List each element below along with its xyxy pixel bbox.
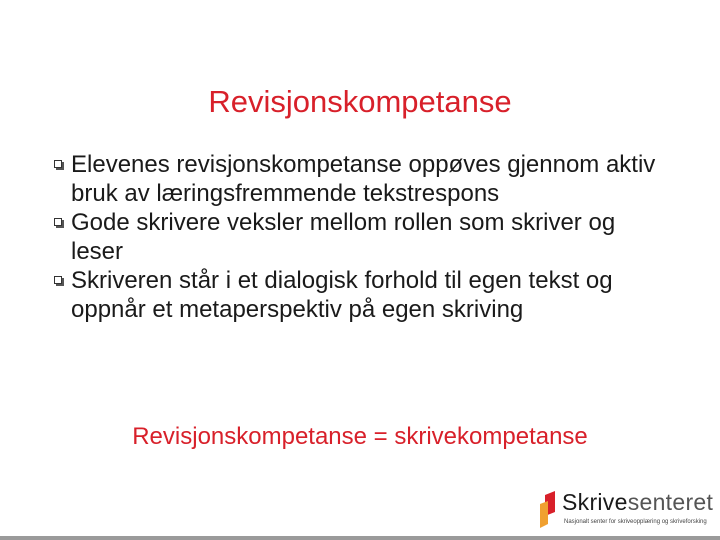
- bullet-item: [52, 208, 672, 266]
- bullet-item: [52, 150, 672, 208]
- logo-name: [562, 488, 713, 516]
- bullet-text: Gode skrivere veksler mellom rollen som skriver og leser: [71, 209, 616, 265]
- skrivesenteret-logo: [536, 488, 716, 532]
- square-bullet-icon: [54, 218, 62, 226]
- logo-tagline: Nasjonalt senter for skriveopplæring og skriveforsking: [564, 519, 707, 525]
- logo-name-part1: Skrive: [562, 489, 628, 515]
- bottom-bar: [0, 536, 720, 540]
- logo-name-part2: senteret: [627, 489, 714, 515]
- bullet-item: [52, 266, 672, 324]
- skrivesenteret-flag-icon: [536, 488, 562, 532]
- formula-text: Revisjonskompetanse = skrivekompetanse: [132, 423, 588, 450]
- square-bullet-icon: [54, 276, 62, 284]
- slide-title: Revisjonskompetanse: [208, 84, 512, 119]
- bullet-text: Skriveren står i et dialogisk forhold til egen tekst og oppnår et metaperspektiv på egen skriving: [71, 267, 613, 323]
- bullet-list: [52, 150, 672, 324]
- bullet-text: Elevenes revisjonskompetanse oppøves gjennom aktiv bruk av læringsfremmende tekstrespons: [71, 151, 656, 207]
- square-bullet-icon: [54, 160, 62, 168]
